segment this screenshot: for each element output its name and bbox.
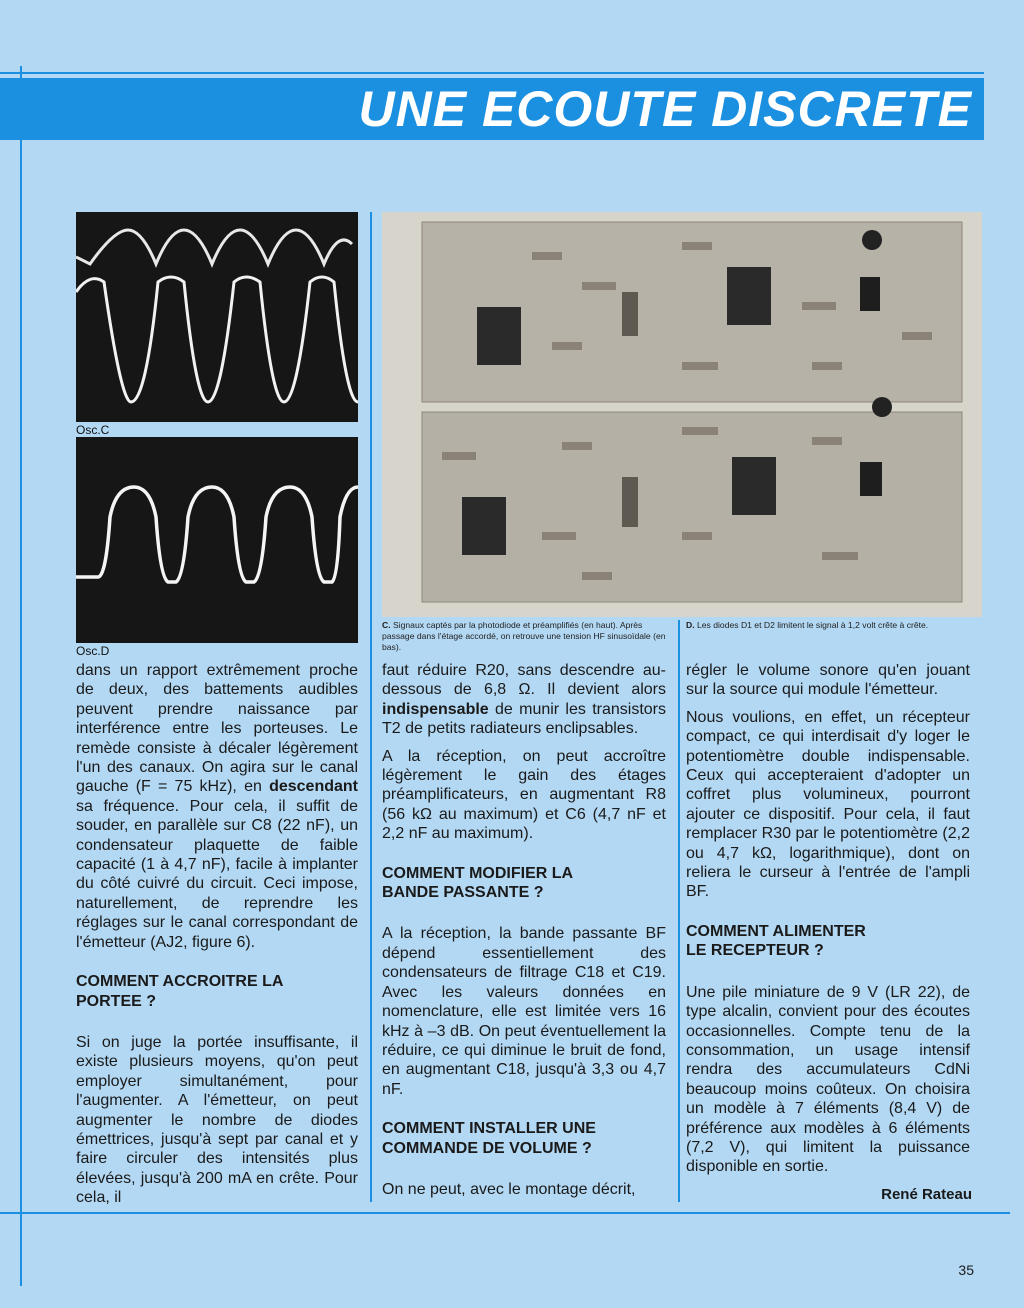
- caption-c-text: Signaux captés par la photodiode et préamplifiés (en haut). Après passage dans l'étage accordé, on retrouve une tension HF sinusoïdale (en bas).: [382, 620, 666, 652]
- column2-heading-2-line-1: COMMENT INSTALLER UNE: [382, 1120, 596, 1138]
- column2-heading-1-line-2: BANDE PASSANTE ?: [382, 884, 544, 902]
- author-signature: René Rateau: [881, 1186, 972, 1203]
- column1-paragraph-2: Si on juge la portée insuffisante, il existe plusieurs moyens, qu'on peut employer simultanément, pour l'augmenter. A l'émetteur, on peut augmenter le nombre de diodes émettrices, jusqu'à sept par canal et y faire circuler des intensités plus élevées, jusqu'à 200 mA en crête. Pour cela, il: [76, 1033, 358, 1207]
- oscillogram-c-traces: [76, 212, 358, 422]
- column3-heading-line-1: COMMENT ALIMENTER: [686, 922, 866, 940]
- column2-heading-2-line-2: COMMANDE DE VOLUME ?: [382, 1139, 592, 1157]
- oscillogram-c: [76, 212, 358, 422]
- column2-heading-1-line-1: COMMENT MODIFIER LA: [382, 864, 574, 882]
- column1-p1-text-b: sa fréquence. Pour cela, il suffit de souder, en parallèle sur C8 (22 nF), un condensateur plaquette de faible capacité (1 à 4,7 nF), facile à implanter du côté cuivré du circuit. Ceci impose, naturellement, de reprendre les réglages sur le canal correspondant de l'émetteur (AJ2, figure 6).: [76, 797, 358, 951]
- circuit-board-photo: [382, 212, 982, 617]
- column3-paragraph-1: régler le volume sonore qu'en jouant sur la source qui module l'émetteur.: [686, 662, 970, 699]
- oscillogram-d-traces: [76, 437, 358, 643]
- column3-heading-line-2: LE RECEPTEUR ?: [686, 942, 824, 960]
- column1-heading: [76, 972, 358, 1011]
- column2-paragraph-2: A la réception, on peut accroître légèrement le gain des étages préamplificateurs, en augmentant R8 (56 kΩ au maximum) et C6 (4,7 nF et 2,2 nF au maximum).: [382, 747, 666, 843]
- caption-c: [382, 620, 668, 653]
- osc-c-label: Osc.C: [76, 423, 110, 437]
- osc-d-label: Osc.D: [76, 644, 110, 658]
- column2-paragraph-3: A la réception, la bande passante BF dépend essentiellement des condensateurs de filtrage C18 et C19. Avec les valeurs données en nomenclature, elle est limitée vers 16 kHz à –3 dB. On peut éventuellement la réduire, ce qui diminue le bruit de fond, en augmentant C18, jusqu'à 3,3 ou 4,7 nF.: [382, 925, 666, 1098]
- column1-paragraph-1: [76, 661, 358, 952]
- column3-heading: [686, 922, 970, 961]
- column1-heading-line-2: PORTEE ?: [76, 992, 157, 1010]
- column1-p1-bold: descendant: [269, 778, 358, 796]
- title-rule-top: [0, 72, 984, 74]
- column1-heading-line-1: COMMENT ACCROITRE LA: [76, 973, 284, 991]
- oscillogram-d: [76, 437, 358, 643]
- column3-paragraph-2: Nous voulions, en effet, un récepteur compact, ce qui interdisait d'y loger le potentiomètre double indispensable. Ceux qui accepteraient d'adopter un coffret plus volumineux, pourront ajouter ce dispositif. Pour cela, il faut remplacer R30 par le potentiomètre (2,2 ou 4,7 kΩ, logarithmique), dont on reliera le curseur à l'entrée de l'ampli BF.: [686, 708, 970, 901]
- page-number: 35: [958, 1262, 974, 1278]
- bottom-rule: [0, 1212, 1010, 1214]
- caption-c-tag: C.: [382, 620, 391, 630]
- column-divider-1: [370, 212, 372, 1202]
- column2-paragraph-4: On ne peut, avec le montage décrit,: [382, 1180, 636, 1198]
- column2-p1-text-a: faut réduire R20, sans descendre au-dessous de 6,8 Ω. Il devient alors: [382, 662, 666, 699]
- column2-heading-1: [382, 864, 666, 903]
- left-margin-rule: [20, 66, 22, 1286]
- text-column-3: [686, 661, 970, 1177]
- title-band: [0, 78, 984, 140]
- text-column-2: [382, 661, 666, 1199]
- article-title: UNE ECOUTE DISCRETE: [358, 81, 972, 137]
- column3-paragraph-3: Une pile miniature de 9 V (LR 22), de type alcalin, convient pour des écoutes occasionnelles. Compte tenu de la consommation, un usage intensif rendra des accumulateurs CdNi beaucoup moins coûteux. On choisira un modèle à 7 éléments (8,4 V) de préférence aux modèles à 6 éléments (7,2 V), qui limitent la puissance disponible en sortie.: [686, 983, 970, 1176]
- column2-heading-2: [382, 1119, 666, 1158]
- column2-p1-text-b: de munir les transistors T2 de petits radiateurs enclipsables.: [382, 700, 666, 738]
- column1-p1-text-a: dans un rapport extrêmement proche de deux, des battements audibles peuvent prendre naissance par interférence entre les porteuses. Le remède consiste à décaler légèrement l'un des canaux. On agira sur le canal gauche (F = 75 kHz), en: [76, 662, 358, 796]
- column2-paragraph-1: [382, 661, 666, 739]
- column-divider-2: [678, 620, 680, 1202]
- text-column-1: [76, 661, 358, 1208]
- caption-d: [686, 620, 982, 631]
- caption-d-text: Les diodes D1 et D2 limitent le signal à 1,2 volt crête à crête.: [696, 620, 929, 630]
- circuit-board-illustration: [382, 212, 982, 617]
- caption-d-tag: D.: [686, 620, 695, 630]
- column2-p1-bold: indispensable: [382, 700, 489, 718]
